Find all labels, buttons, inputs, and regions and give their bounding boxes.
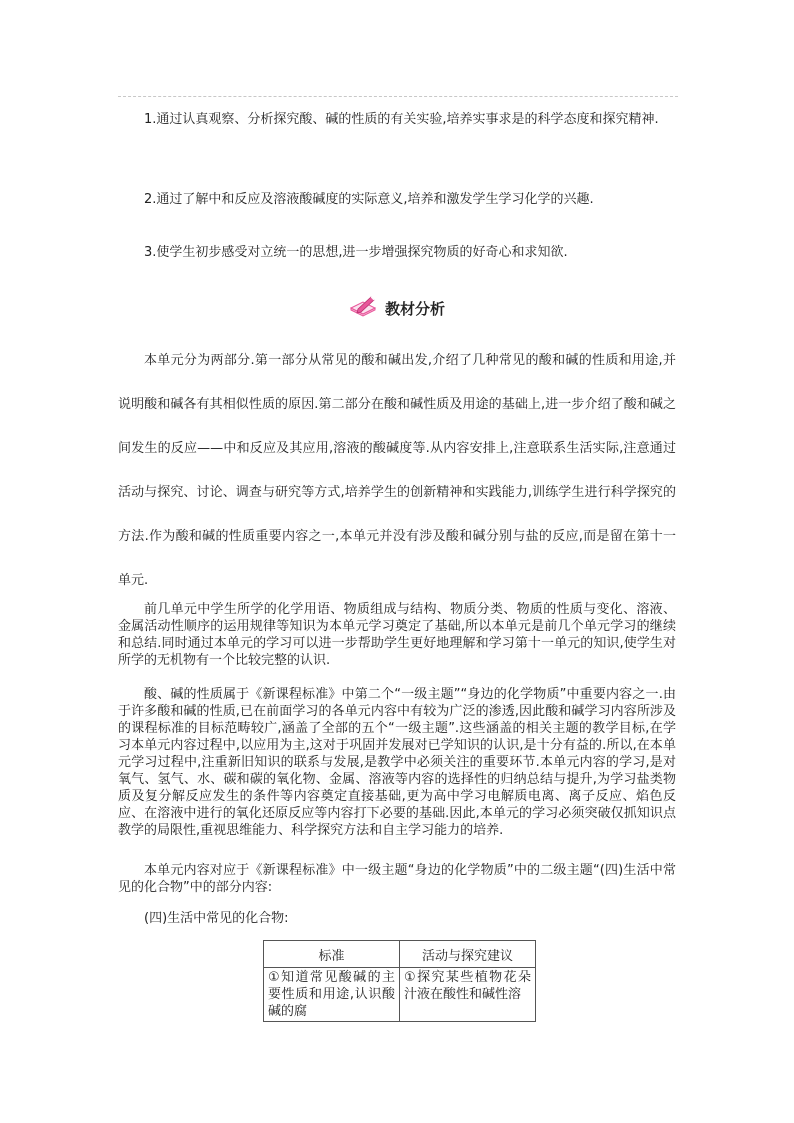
goal-2: 2.通过了解中和反应及溶液酸碱度的实际意义,培养和激发学生学习化学的兴趣. (144, 192, 594, 207)
section-heading (0, 292, 794, 324)
table-header-row (264, 941, 536, 968)
table-row (264, 968, 536, 1022)
analysis-paragraph-4: 本单元内容对应于《新课程标准》中一级主题“身边的化学物质”中的二级主题“(四)生活中常见的化合物”中的部分内容: (118, 863, 676, 895)
analysis-paragraph-1: 本单元分为两部分.第一部分从常见的酸和碱出发,介绍了几种常见的酸和碱的性质和用途,并说明酸和碱各有其相似性质的原因.第二部分在酸和碱性质及用途的基础上,进一步介绍了酸和碱之间发生的反应——中和反应及其应用,溶液的酸碱度等.从内容安排上,注意联系生活实际,注意通过活动与探究、讨论、调查与研究等方式,培养学生的创新精神和实践能力,训练学生进行科学探究的方法.作为酸和碱的性质重要内容之一,本单元并没有涉及酸和碱分别与盐的反应,而是留在第十一单元. (118, 353, 676, 588)
goal-1: 1.通过认真观察、分析探究酸、碱的性质的有关实验,培养实事求是的科学态度和探究精神. (144, 112, 659, 127)
table-cell-activity: ①探究某些植物花朵汁液在酸性和碱性溶 (400, 968, 536, 1022)
standards-table (263, 940, 536, 1022)
table-cell-standard: ①知道常见酸碱的主要性质和用途,认识酸碱的腐 (264, 968, 400, 1022)
section-heading-text: 教材分析 (384, 299, 445, 318)
header-divider (118, 96, 678, 97)
goal-3: 3.使学生初步感受对立统一的思想,进一步增强探究物质的好奇心和求知欲. (144, 245, 568, 260)
subheading: (四)生活中常见的化合物: (144, 911, 289, 926)
analysis-paragraph-2: 前几单元中学生所学的化学用语、物质组成与结构、物质分类、物质的性质与变化、溶液、金属活动性顺序的运用规律等知识为本单元学习奠定了基础,所以本单元是前几个单元学习的继续和总结.同时通过本单元的学习可以进一步帮助学生更好地理解和学习第十一单元的知识,使学生对所学的无机物有一个比较完整的认识. (118, 602, 676, 668)
table-header-standard: 标准 (264, 941, 400, 968)
book-pencil-icon (349, 294, 377, 322)
table-header-activity: 活动与探究建议 (400, 941, 536, 968)
analysis-paragraph-3: 酸、碱的性质属于《新课程标准》中第二个“一级主题”“身边的化学物质”中重要内容之一.由于许多酸和碱的性质,已在前面学习的各单元内容中有较为广泛的渗透,因此酸和碱学习内容所涉及的课程标准的目标范畴较广,涵盖了全部的五个“一级主题”.这些涵盖的相关主题的教学目标,在学习本单元内容过程中,以应用为主,这对于巩固并发展对已学知识的认识,是十分有益的.所以,在本单元学习过程中,注重新旧知识的联系与发展,是教学中必须关注的重要环节.本单元内容的学习,是对氧气、氢气、水、碳和碳的氧化物、金属、溶液等内容的选择性的归纳总结与提升,为学习盐类物质及复分解反应发生的条件等内容奠定直接基础,更为高中学习电解质电离、离子反应、焰色反应、在溶液中进行的氧化还原反应等内容打下必要的基础.因此,本单元的学习必须突破仅抓知识点教学的局限性,重视思维能力、科学探究方法和自主学习能力的培养. (118, 687, 676, 838)
